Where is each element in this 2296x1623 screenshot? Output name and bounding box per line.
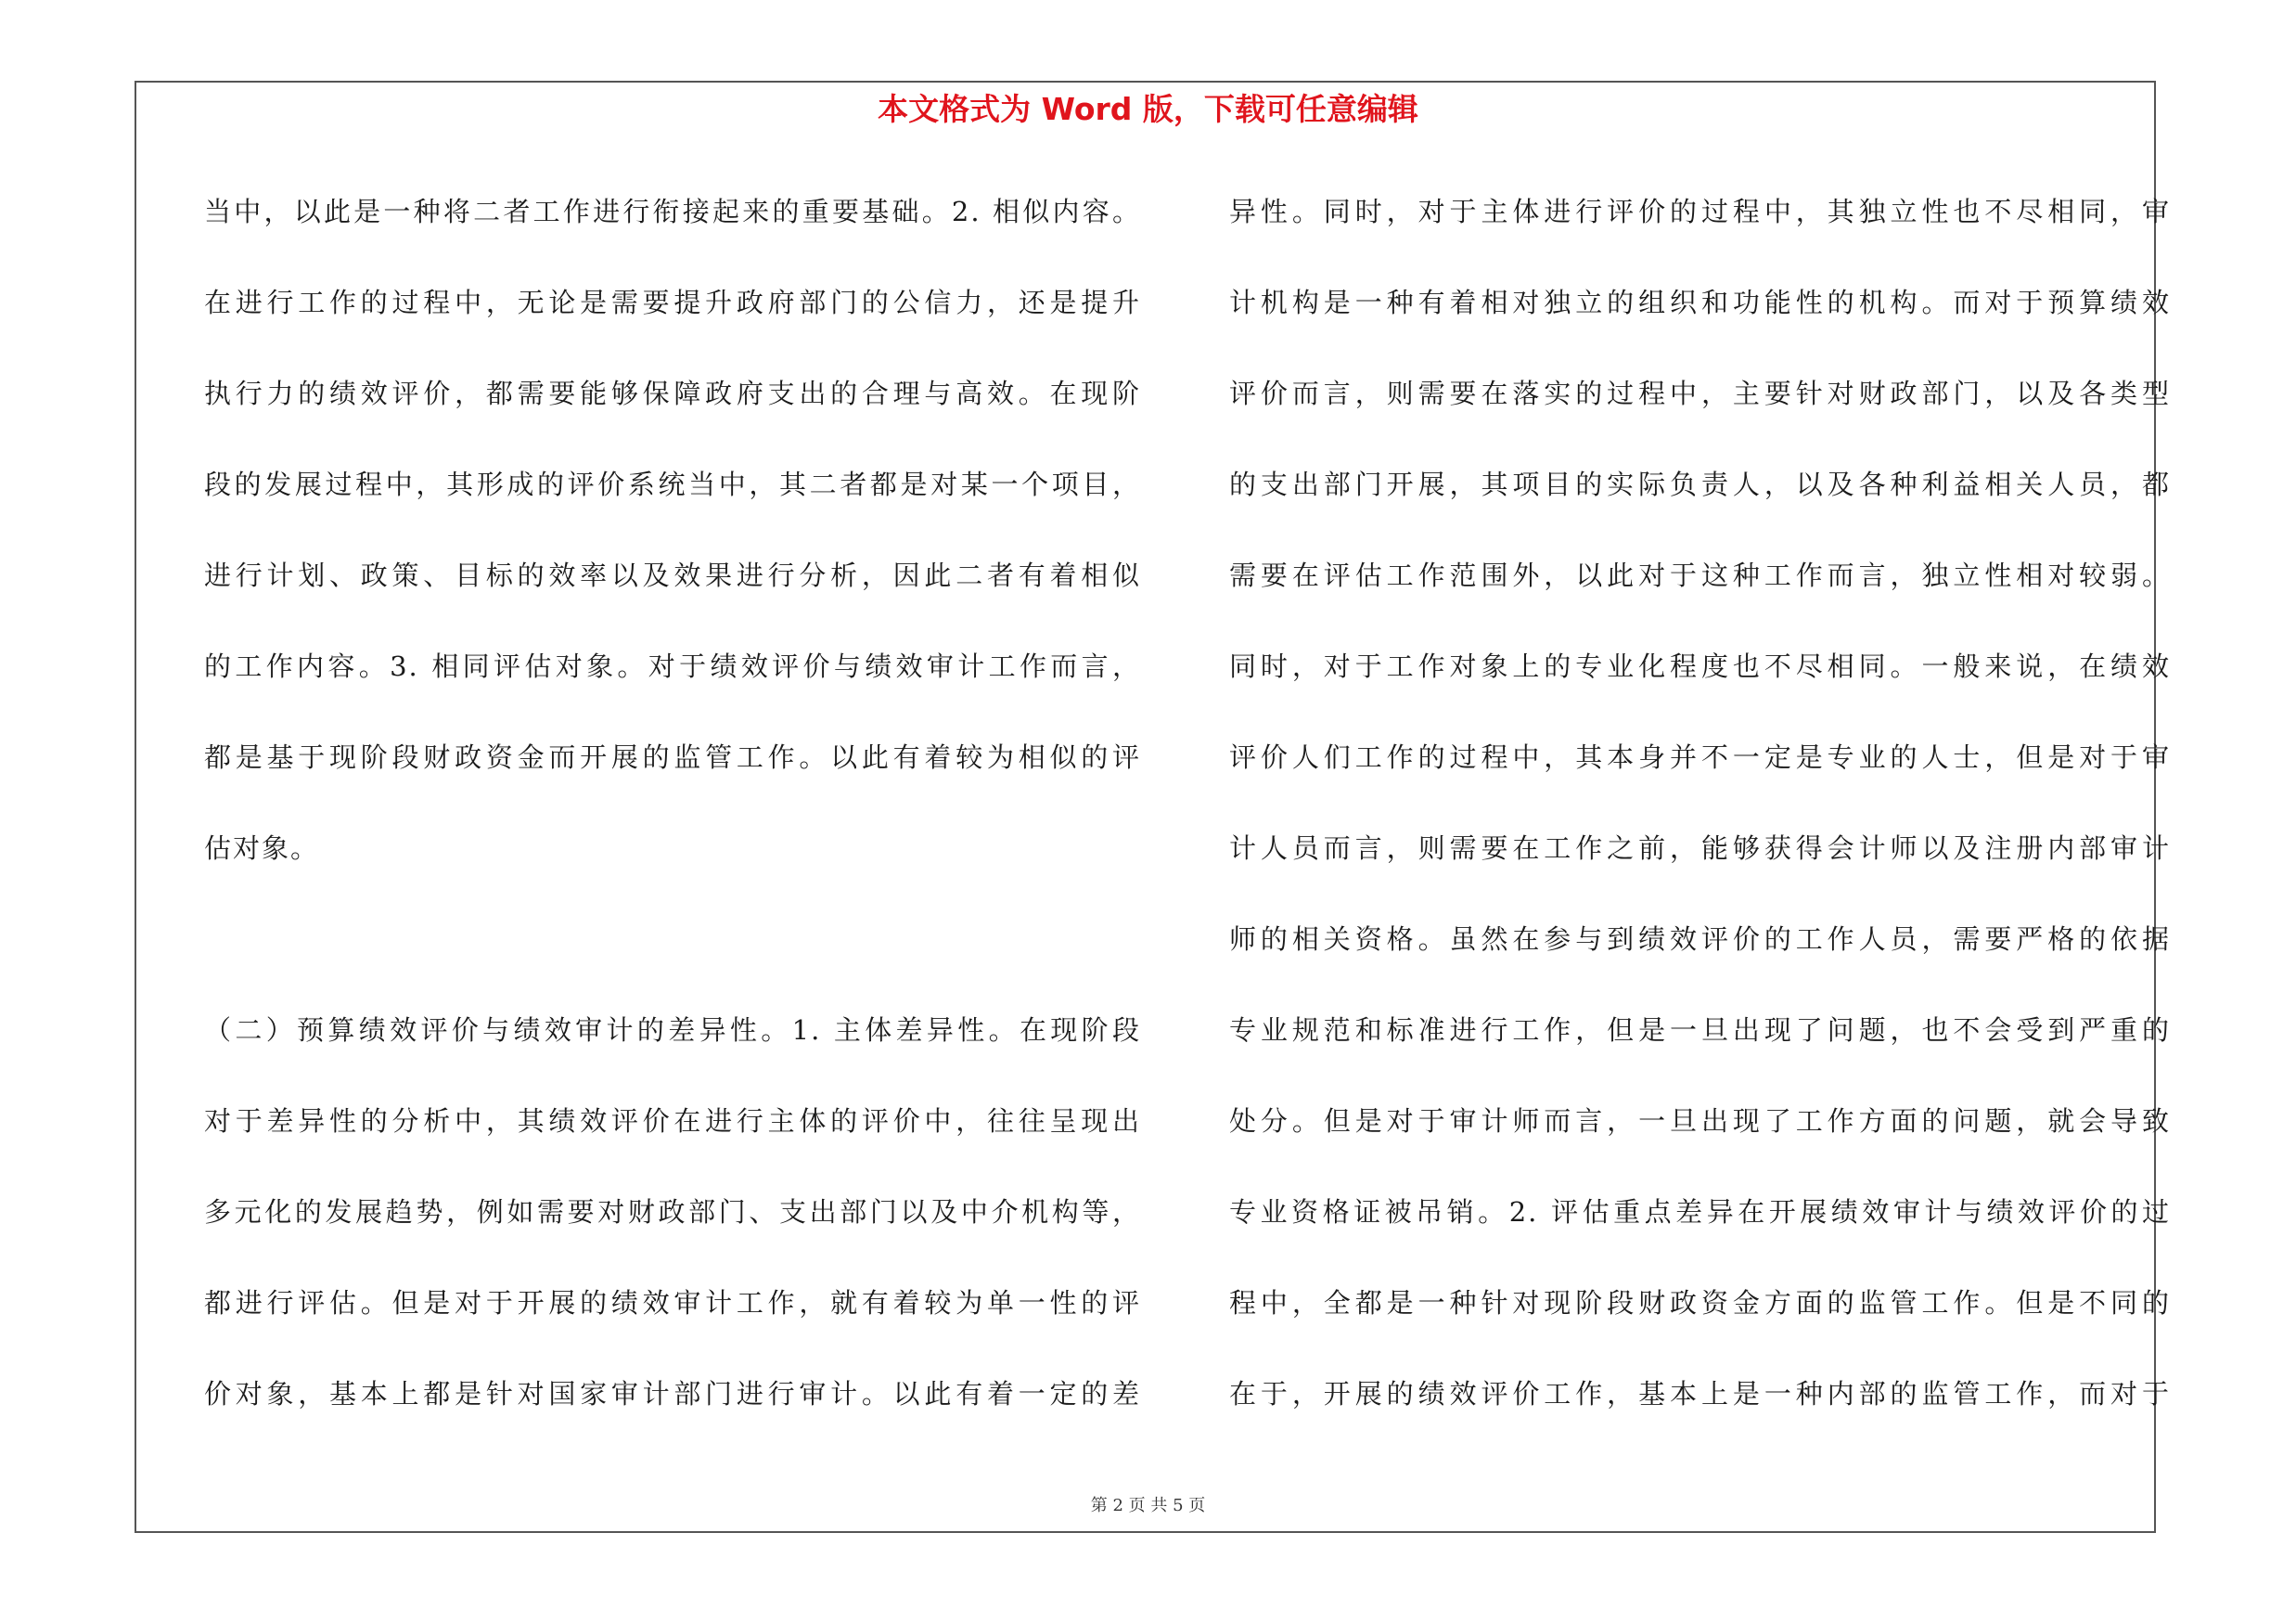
- blank-line: [204, 911, 1141, 1002]
- text-line: 估对象。: [204, 832, 320, 864]
- text-line: 当中，以此是一种将二者工作进行衔接起来的重要基础。2. 相似内容。: [204, 196, 1141, 227]
- text-line: 评价人们工作的过程中，其本身并不一定是专业的人士，但是对于审: [1229, 741, 2171, 773]
- text-line: 专业资格证被吊销。2. 评估重点差异在开展绩效审计与绩效评价的过: [1229, 1196, 2171, 1228]
- text-line: 处分。但是对于审计师而言，一旦出现了工作方面的问题，就会导致: [1229, 1105, 2171, 1137]
- text-line: 计机构是一种有着相对独立的组织和功能性的机构。而对于预算绩效: [1229, 287, 2171, 318]
- text-line: 进行计划、政策、目标的效率以及效果进行分析，因此二者有着相似: [204, 560, 1141, 591]
- text-line: 的支出部门开展，其项目的实际负责人，以及各种利益相关人员，都: [1229, 469, 2171, 500]
- text-line: 段的发展过程中，其形成的评价系统当中，其二者都是对某一个项目，: [204, 469, 1141, 500]
- text-line: 程中，全都是一种针对现阶段财政资金方面的监管工作。但是不同的: [1229, 1287, 2171, 1319]
- text-line: 的工作内容。3. 相同评估对象。对于绩效评价与绩效审计工作而言，: [204, 650, 1141, 682]
- text-line: 执行力的绩效评价，都需要能够保障政府支出的合理与高效。在现阶: [204, 378, 1141, 409]
- text-line: 需要在评估工作范围外，以此对于这种工作而言，独立性相对较弱。: [1229, 560, 2171, 591]
- right-text-column: [1229, 184, 2171, 1457]
- text-line: （二）预算绩效评价与绩效审计的差异性。1. 主体差异性。在现阶段: [204, 1014, 1141, 1046]
- text-line: 都进行评估。但是对于开展的绩效审计工作，就有着较为单一性的评: [204, 1287, 1141, 1319]
- text-line: 异性。同时，对于主体进行评价的过程中，其独立性也不尽相同，审: [1229, 196, 2171, 227]
- text-line: 同时，对于工作对象上的专业化程度也不尽相同。一般来说，在绩效: [1229, 650, 2171, 682]
- text-line: 专业规范和标准进行工作，但是一旦出现了问题，也不会受到严重的: [1229, 1014, 2171, 1046]
- text-line: 评价而言，则需要在落实的过程中，主要针对财政部门，以及各类型: [1229, 378, 2171, 409]
- document-banner: 本文格式为 Word 版，下载可任意编辑: [878, 91, 1418, 127]
- text-line: 计人员而言，则需要在工作之前，能够获得会计师以及注册内部审计: [1229, 832, 2171, 864]
- text-line: 在进行工作的过程中，无论是需要提升政府部门的公信力，还是提升: [204, 287, 1141, 318]
- left-text-column: [204, 184, 1141, 1457]
- text-line: 对于差异性的分析中，其绩效评价在进行主体的评价中，往往呈现出: [204, 1105, 1141, 1137]
- text-line: 在于，开展的绩效评价工作，基本上是一种内部的监管工作，而对于: [1229, 1378, 2171, 1410]
- text-line: 都是基于现阶段财政资金而开展的监管工作。以此有着较为相似的评: [204, 741, 1141, 773]
- text-line: 价对象，基本上都是针对国家审计部门进行审计。以此有着一定的差: [204, 1378, 1141, 1410]
- page-number-footer: 第 2 页 共 5 页: [1090, 1496, 1206, 1515]
- text-line: 师的相关资格。虽然在参与到绩效评价的工作人员，需要严格的依据: [1229, 923, 2171, 955]
- text-line: 多元化的发展趋势，例如需要对财政部门、支出部门以及中介机构等，: [204, 1196, 1141, 1228]
